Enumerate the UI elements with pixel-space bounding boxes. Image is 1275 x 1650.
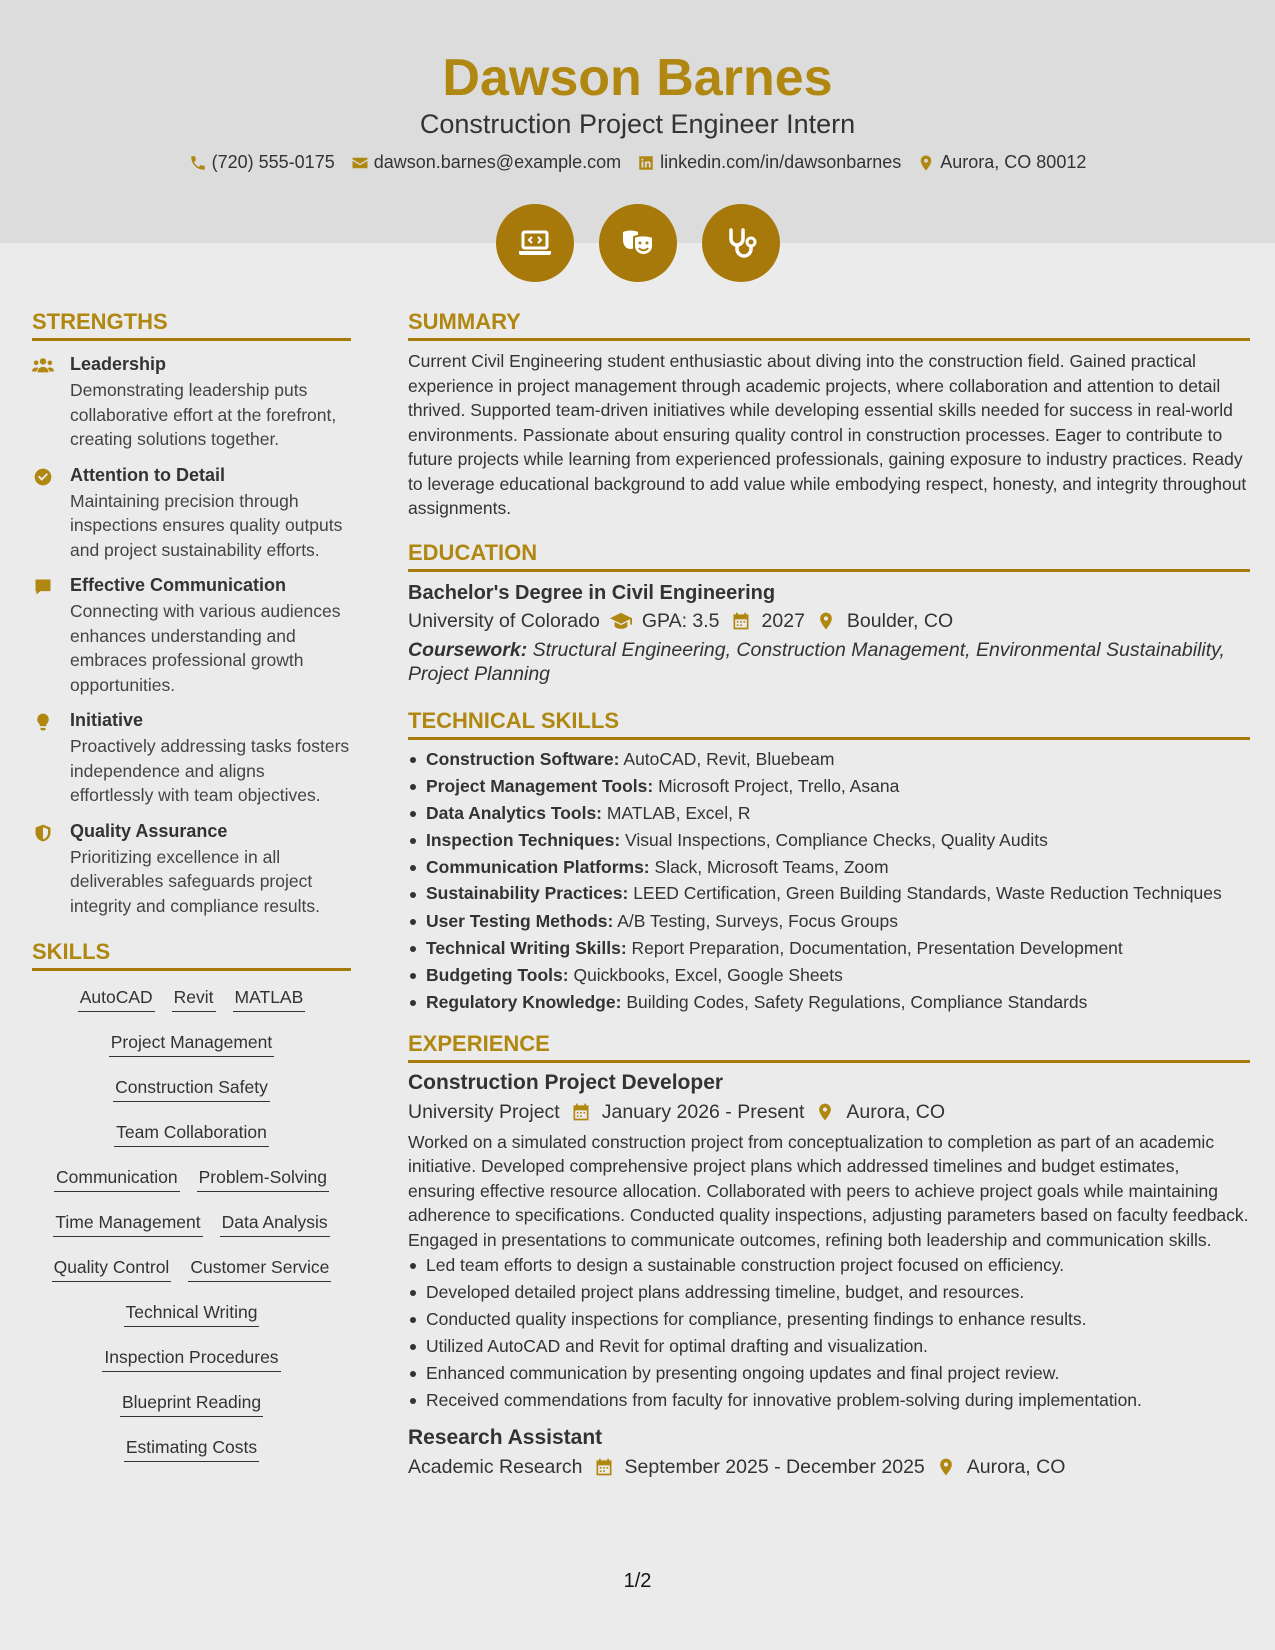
education-heading: EDUCATION [408,541,1250,572]
skill-label: Technical Writing Skills: [426,937,627,958]
strength-desc: Connecting with various audiences enhances understanding and embraces professional growth opportunities. [70,601,341,695]
strength-item [32,464,351,563]
skills-heading: SKILLS [32,940,351,971]
coursework [408,638,1250,687]
experience-heading: EXPERIENCE [408,1032,1250,1063]
strength-name: Initiative [70,710,144,730]
strength-name: Quality Assurance [70,820,228,841]
interest-circle [599,204,677,282]
interest-circle [496,204,574,282]
interest-circle [702,204,780,282]
skill-label: Data Analytics Tools: [426,802,603,823]
contact-linkedin[interactable] [637,152,901,173]
calendar-icon [730,611,752,631]
skill-tag: Blueprint Reading [120,1392,263,1417]
left-column [32,310,351,1482]
job-meta [408,1097,1250,1127]
phone-icon [189,154,207,172]
map-pin-icon [917,154,935,172]
skill-label: Budgeting Tools: [426,964,569,985]
coursework-list: Structural Engineering, Construction Management, Environmental Sustainability, Project Planning [408,638,1225,685]
gpa: GPA: 3.5 [641,609,720,632]
technical-skills-heading: TECHNICAL SKILLS [408,709,1250,740]
list-item [408,962,1250,989]
skill-tag: Time Management [53,1212,202,1237]
strength-desc: Maintaining precision through inspections ensures quality outputs and project sustainability efforts. [70,490,343,560]
skill-tag: Construction Safety [113,1077,270,1102]
strength-desc: Prioritizing excellence in all deliverables safeguards project integrity and compliance results. [70,846,320,916]
skill-tag: AutoCAD [78,987,155,1012]
job-dates: January 2026 - Present [601,1100,805,1123]
list-item [408,746,1250,773]
skill-tag: Customer Service [188,1257,331,1282]
map-pin-icon [814,1102,836,1122]
contact-text: linkedin.com/in/dawsonbarnes [660,152,902,172]
strength-item [32,574,351,697]
contact-text: dawson.barnes@example.com [373,152,622,172]
skill-value: Visual Inspections, Compliance Checks, Quality Audits [625,829,1048,850]
skill-label: Sustainability Practices: [426,882,629,903]
skill-tag: Team Collaboration [114,1122,269,1147]
job-location: Aurora, CO [966,1456,1066,1478]
school-location: Boulder, CO [846,609,954,632]
list-item: Conducted quality inspections for compliance, presenting findings to enhance results. [408,1306,1250,1333]
contact-bar [0,152,1275,173]
skill-value: Report Preparation, Documentation, Presentation Development [631,937,1123,958]
list-item [408,800,1250,827]
summary-text: Current Civil Engineering student enthusiastic about diving into the construction field. Gained practical experience in project management through academic projects, where collaboration and attention to detail thrived. Supported team-driven initiatives while developing essential skills needed for success in real-world environments. Passionate about ensuring quality control in construction processes. Eager to contribute to future projects while learning from experienced professionals, gaining exposure to industry practices. Ready to leverage educational background to add value while embodying respect, honesty, and integrity throughout assignments. [408,351,1247,518]
grad-year: 2027 [761,609,805,632]
skill-value: Quickbooks, Excel, Google Sheets [573,964,843,985]
map-pin-icon [935,1457,957,1477]
technical-skills-list [408,746,1250,1016]
contact-location [917,152,1086,173]
list-item [408,854,1250,881]
list-item [408,881,1250,908]
skill-value: A/B Testing, Surveys, Focus Groups [617,910,899,931]
skill-tag: Project Management [109,1032,274,1057]
job-location: Aurora, CO [846,1100,946,1123]
contact-text: (720) 555-0175 [211,152,335,172]
job-org: Academic Research [408,1456,583,1478]
strength-name: Attention to Detail [70,464,225,485]
strength-item [32,820,351,919]
skill-tag: Communication [54,1167,180,1192]
calendar-icon [570,1102,592,1122]
strength-name: Effective Communication [70,575,287,595]
skill-label: Regulatory Knowledge: [426,991,622,1012]
shield-icon [32,823,54,843]
skill-value: LEED Certification, Green Building Standards, Waste Reduction Techniques [633,882,1222,903]
strength-desc: Proactively addressing tasks fosters independence and aligns effortlessly with team objectives. [70,736,350,805]
skill-tag: Problem-Solving [197,1167,329,1192]
skill-label: Communication Platforms: [426,856,650,877]
comment-icon [32,577,54,597]
job-bullets [408,1252,1250,1414]
list-item: Utilized AutoCAD and Revit for optimal drafting and visualization. [408,1333,1250,1360]
degree-title: Bachelor's Degree in Civil Engineering [408,581,776,604]
skills-list [32,987,351,1482]
skill-tag: Revit [172,987,216,1012]
skill-tag: Estimating Costs [124,1437,259,1462]
list-item [408,827,1250,854]
education-meta [408,606,1250,636]
lightbulb-icon [32,712,54,732]
skill-label: Inspection Techniques: [426,829,621,850]
contact-phone[interactable] [189,152,335,173]
theater-masks-icon [618,223,658,263]
list-item [408,989,1250,1016]
interest-icons [0,204,1275,282]
skill-value: Building Codes, Safety Regulations, Compliance Standards [626,991,1088,1012]
summary-heading: SUMMARY [408,310,1250,341]
job-meta [408,1452,1250,1482]
list-item: Developed detailed project plans addressing timeline, budget, and resources. [408,1279,1250,1306]
skill-value: Slack, Microsoft Teams, Zoom [654,856,889,877]
skill-tag: Quality Control [52,1257,172,1282]
calendar-icon [593,1457,615,1477]
skill-value: MATLAB, Excel, R [606,802,751,823]
candidate-name: Dawson Barnes [442,49,833,107]
strength-item [32,353,351,452]
contact-email[interactable] [351,152,621,173]
job-dates: September 2025 - December 2025 [624,1456,925,1478]
strengths-heading: STRENGTHS [32,310,351,341]
map-pin-icon [815,611,837,631]
list-item: Received commendations from faculty for innovative problem-solving during implementation. [408,1387,1250,1414]
job-org: University Project [408,1100,560,1123]
list-item: Enhanced communication by presenting ongoing updates and final project review. [408,1360,1250,1387]
list-item [408,908,1250,935]
skill-tag: Inspection Procedures [102,1347,280,1372]
stethoscope-icon [721,223,761,263]
strength-item [32,709,351,808]
envelope-icon [351,154,369,172]
skill-label: Construction Software: [426,748,620,769]
coursework-label: Coursework: [408,638,528,661]
check-circle-icon [32,467,54,487]
list-item [408,935,1250,962]
skill-tag: Technical Writing [124,1302,260,1327]
strength-name: Leadership [70,354,167,374]
school-name: University of Colorado [408,609,600,632]
page-number: 1/2 [623,1570,652,1592]
strength-desc: Demonstrating leadership puts collaborative effort at the forefront, creating solutions together. [70,380,337,449]
job-description: Worked on a simulated construction project from conceptualization to completion as part of an academic initiative. Developed comprehensive project plans which addressed timelines and budget estimates, ensuring effective resource allocation. Collaborated with peers to achieve project goals while maintaining adherence to specifications. Conducted quality inspections, adjusting parameters based on faculty feedback. Engaged in presentations to communicate outcomes, refining both leadership and communication skills. [408,1131,1249,1250]
job-title: Construction Project Developer [408,1070,724,1094]
linkedin-icon [637,154,655,172]
skill-tag: Data Analysis [220,1212,330,1237]
contact-text: Aurora, CO 80012 [940,152,1087,172]
skill-value: AutoCAD, Revit, Bluebeam [623,748,835,769]
list-item [408,773,1250,800]
skill-tag: MATLAB [233,987,306,1012]
list-item: Led team efforts to design a sustainable construction project focused on efficiency. [408,1252,1250,1279]
right-column [408,310,1250,1482]
job-title: Research Assistant [408,1426,603,1449]
graduation-cap-icon [610,611,632,631]
skill-label: Project Management Tools: [426,775,654,796]
skill-value: Microsoft Project, Trello, Asana [658,775,900,796]
users-icon [32,356,54,376]
job-title: Construction Project Engineer Intern [419,109,856,139]
skill-label: User Testing Methods: [426,910,614,931]
laptop-code-icon [515,223,555,263]
